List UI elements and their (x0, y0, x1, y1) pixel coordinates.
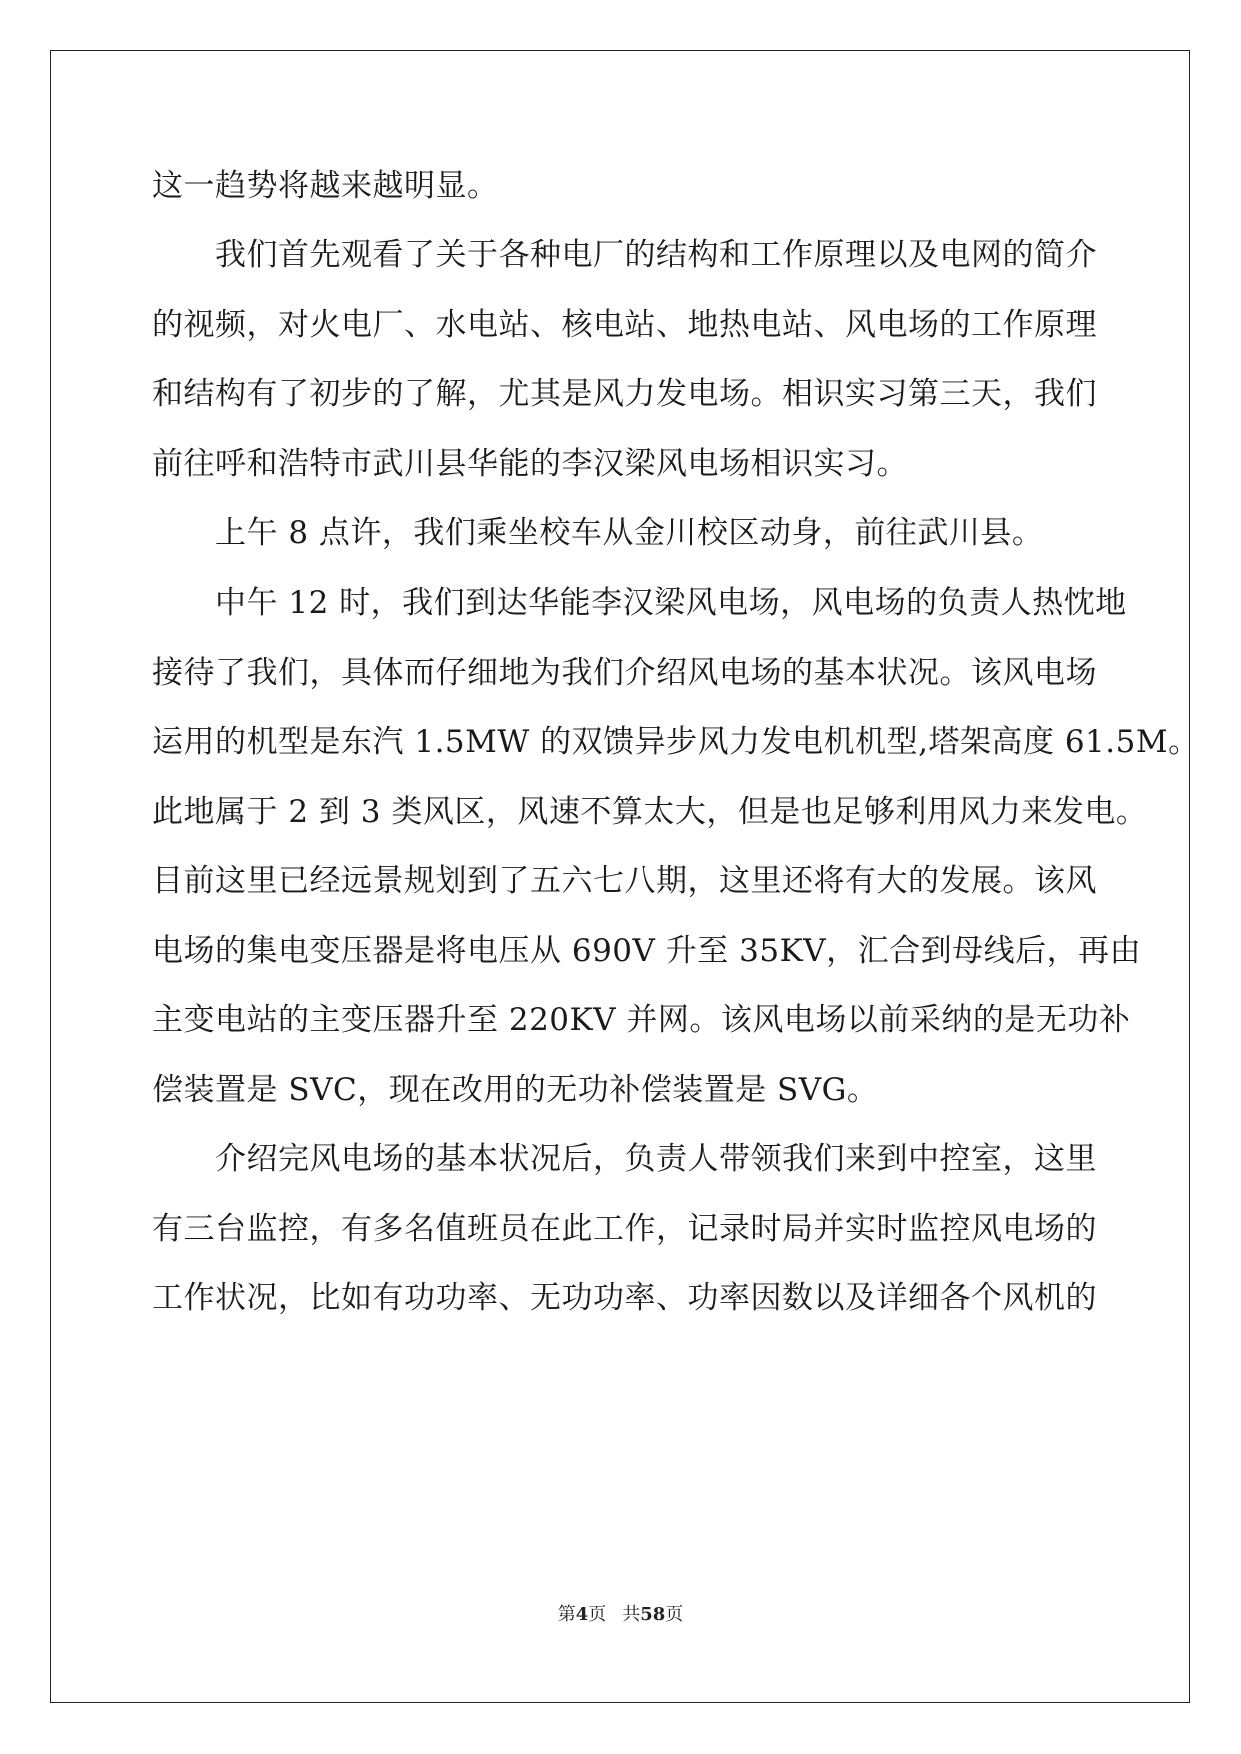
page-number: 4 (575, 1604, 589, 1625)
text-line: 工作状况，比如有功功率、无功功率、功率因数以及详细各个风机的 (152, 1280, 1097, 1316)
total-suffix: 页 (665, 1604, 684, 1625)
text-line: 前往呼和浩特市武川县华能的李汉梁风电场相识实习。 (152, 446, 908, 482)
paragraph-line: 上午 8 点许，我们乘坐校车从金川校区动身，前往武川县。 (215, 515, 1044, 551)
page-prefix: 第 (557, 1604, 576, 1625)
text-line: 偿装置是 SVC，现在改用的无功补偿装置是 SVG。 (152, 1072, 879, 1108)
text-line: 目前这里已经远景规划到了五六七八期，这里还将有大的发展。该风 (152, 863, 1097, 899)
paragraph-line: 介绍完风电场的基本状况后，负责人带领我们来到中控室，这里 (215, 1141, 1097, 1177)
text-line: 电场的集电变压器是将电压从 690V 升至 35KV，汇合到母线后，再由 (152, 933, 1142, 969)
text-line: 此地属于 2 到 3 类风区，风速不算太大，但是也足够利用风力来发电。 (152, 794, 1148, 830)
text-line: 这一趋势将越来越明显。 (152, 168, 499, 204)
text-line: 接待了我们，具体而仔细地为我们介绍风电场的基本状况。该风电场 (152, 655, 1097, 691)
text-line: 有三台监控，有多名值班员在此工作，记录时局并实时监控风电场的 (152, 1211, 1097, 1247)
text-line: 和结构有了初步的了解，尤其是风力发电场。相识实习第三天，我们 (152, 376, 1097, 412)
page-suffix: 页 (588, 1604, 607, 1625)
total-prefix: 共 (622, 1604, 641, 1625)
text-line: 主变电站的主变压器升至 220KV 并网。该风电场以前采纳的是无功补 (152, 1002, 1131, 1038)
page-footer (0, 1600, 1241, 1626)
paragraph-line: 我们首先观看了关于各种电厂的结构和工作原理以及电网的简介 (215, 237, 1097, 273)
total-pages: 58 (640, 1604, 666, 1625)
text-line: 运用的机型是东汽 1.5MW 的双馈异步风力发电机机型,塔架高度 61.5M。 (152, 724, 1200, 760)
text-line: 的视频，对火电厂、水电站、核电站、地热电站、风电场的工作原理 (152, 307, 1097, 343)
paragraph-line: 中午 12 时，我们到达华能李汉梁风电场，风电场的负责人热忱地 (215, 585, 1127, 621)
